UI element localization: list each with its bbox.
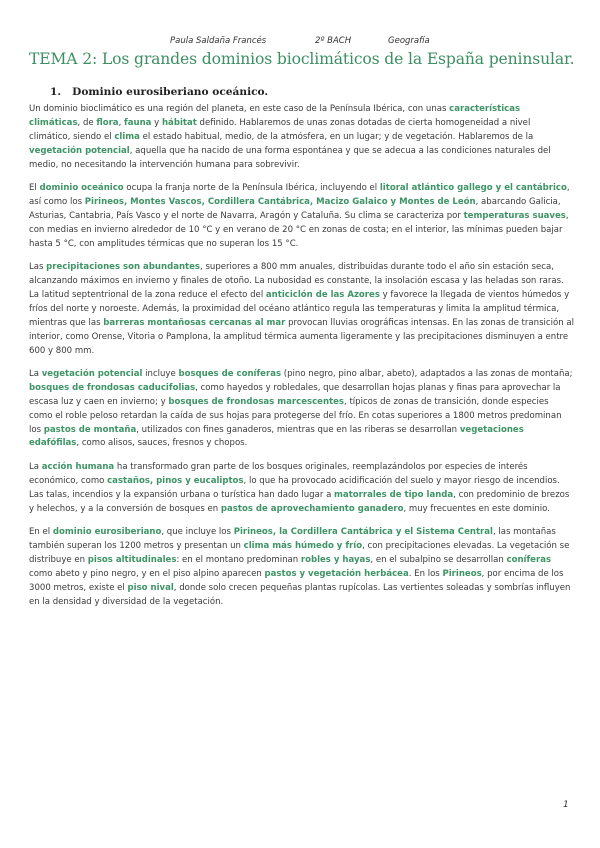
highlighted-term: piso nival bbox=[127, 582, 174, 593]
highlighted-term: características climáticas bbox=[29, 104, 521, 128]
body-paragraph bbox=[29, 103, 574, 173]
text-run: el estado habitual, medio, de la atmósfera, en un lugar; y de vegetación. Hablaremos de la bbox=[139, 131, 534, 142]
text-run: ocupa la franja norte de la Península Ibérica, incluyendo el bbox=[123, 183, 380, 194]
section-title: Dominio eurosiberiano oceánico. bbox=[72, 86, 269, 98]
page-number: 1 bbox=[563, 800, 569, 810]
highlighted-term: pastos y vegetación herbácea bbox=[264, 568, 409, 579]
text-run: , así como los bbox=[29, 183, 570, 207]
text-run: y favorece la llegada de vientos húmedos y fríos del norte y noroeste. Además, la proximidad del océano atlántico regula las temperaturas y limita la amplitud térmica, mientras que las bbox=[29, 289, 570, 328]
highlighted-term: hábitat bbox=[161, 117, 197, 128]
page-header bbox=[0, 36, 600, 50]
text-run: , típicos de zonas de transición, donde especies como el roble peloso retardan la caída de sus hojas para protegerse del frío. En cotas superiores a 1800 metros predominan los bbox=[29, 396, 562, 435]
text-run: , muy frecuentes en este dominio. bbox=[403, 503, 550, 514]
text-run: , lo que ha provocado acidificación del suelo y mayor riesgo de incendios. Las talas, incendios y la expansión urbana o turística han dado lugar a bbox=[29, 475, 560, 500]
highlighted-term: coníferas bbox=[506, 554, 552, 565]
highlighted-term: pastos de aprovechamiento ganadero bbox=[220, 503, 404, 514]
highlighted-term: Pirineos, la Cordillera Cantábrica y el Sistema Central bbox=[233, 526, 493, 537]
text-run: , las montañas también superan los 1200 metros y presentan un bbox=[29, 526, 556, 551]
text-run: , donde solo crecen pequeñas plantas rupícolas. Las vertientes soleadas y sombrías influyen en la densidad y diversidad de la vegetación. bbox=[29, 582, 571, 607]
text-run: definido. Hablaremos de unas zonas dotadas de cierta homogeneidad a nivel climático, siendo el bbox=[29, 117, 531, 142]
text-run: como abeto y pino negro, y en el piso alpino aparecen bbox=[29, 568, 265, 579]
body-text bbox=[29, 103, 574, 619]
highlighted-term: bosques de coníferas bbox=[178, 368, 282, 379]
highlighted-term: vegetación potencial bbox=[29, 145, 130, 156]
body-paragraph bbox=[29, 261, 574, 358]
highlighted-term: clima más húmedo y frío bbox=[243, 540, 363, 551]
text-run: . En los bbox=[408, 568, 443, 579]
text-run: , que incluye los bbox=[161, 526, 234, 537]
body-paragraph bbox=[29, 526, 574, 609]
text-run: , como hayedos y robledales, que desarrollan hojas planas y finas para aprovechar la escasa luz y caen en invierno; y bbox=[29, 382, 561, 407]
text-run: : en el montano predominan bbox=[176, 554, 301, 565]
highlighted-term: Pirineos bbox=[442, 568, 482, 579]
text-run: El bbox=[29, 183, 40, 194]
highlighted-term: robles y hayas bbox=[300, 554, 371, 565]
highlighted-term: anticiclón de las Azores bbox=[265, 289, 380, 300]
text-run: (pino negro, pino albar, abeto), adaptados a las zonas de montaña; bbox=[281, 368, 573, 379]
text-run: , en el subalpino se desarrollan bbox=[370, 554, 507, 565]
highlighted-term: dominio oceánico bbox=[39, 183, 124, 194]
highlighted-term: vegetación potencial bbox=[41, 368, 143, 379]
highlighted-term: Pirineos, Montes Vascos, Cordillera Cantábrica, Macizo Galaico y Montes de León bbox=[84, 196, 476, 207]
header-course: 2º BACH bbox=[315, 36, 352, 46]
highlighted-term: matorrales de tipo landa bbox=[334, 489, 454, 500]
text-run: provocan lluvias orográficas intensas. En las zonas de transición al interior, como Orense, Vitoria o Pamplona, la amplitud térmica aumenta ligeramente y las precipitaciones disminuyen a entre 600 y 800 mm. bbox=[29, 317, 574, 356]
highlighted-term: pisos altitudinales bbox=[87, 554, 177, 565]
body-paragraph bbox=[29, 461, 574, 517]
highlighted-term: acción humana bbox=[41, 461, 115, 472]
highlighted-term: clima bbox=[114, 131, 140, 142]
text-run: La bbox=[29, 368, 42, 379]
section-number: 1. bbox=[50, 86, 62, 98]
body-paragraph bbox=[29, 368, 574, 451]
text-run: , con medias en invierno alrededor de 10 °C y en verano de 20 °C en zonas de costa; en el interior, las mínimas pueden bajar hasta 5 °C, con amplitudes térmicas que no superan los 15 °C. bbox=[29, 210, 569, 249]
highlighted-term: vegetaciones edafófilas bbox=[29, 424, 524, 449]
header-author: Paula Saldaña Francés bbox=[170, 36, 267, 46]
text-run: , aquella que ha nacido de una forma espontánea y que se adecua a las condiciones naturales del medio, no necesitando la intervención humana para sobrevivir. bbox=[29, 145, 551, 170]
highlighted-term: precipitaciones son abundantes bbox=[46, 262, 201, 273]
text-run: , por encima de los 3000 metros, existe el bbox=[29, 568, 564, 593]
text-run: incluye bbox=[142, 368, 179, 379]
text-run: La bbox=[29, 461, 42, 472]
section-heading bbox=[50, 86, 268, 98]
highlighted-term: fauna bbox=[124, 117, 152, 128]
text-run: ha transformado gran parte de los bosques originales, reemplazándolos por especies de interés económico, como bbox=[29, 461, 528, 486]
document-title: TEMA 2: Los grandes dominios bioclimáticos de la España peninsular. bbox=[29, 50, 575, 68]
text-run: , utilizados con fines ganaderos, mientras que en las riberas se desarrollan bbox=[136, 424, 460, 435]
text-run: , bbox=[118, 117, 125, 128]
highlighted-term: castaños, pinos y eucaliptos bbox=[107, 475, 244, 486]
highlighted-term: dominio eurosiberiano bbox=[52, 526, 162, 537]
text-run: , abarcando Galicia, Asturias, Cantabria, País Vasco y el norte de Navarra, Aragón y Cataluña. Su clima se caracteriza por bbox=[29, 196, 561, 221]
highlighted-term: pastos de montaña bbox=[43, 424, 137, 435]
text-run: , superiores a 800 mm anuales, distribuidas durante todo el año sin estación seca, alcanzando máximos en invierno y finales de otoño. La nubosidad es constante, la insolación escasa y las heladas son raras. La latitud septentrional de la zona reduce el efecto del bbox=[29, 262, 564, 300]
highlighted-term: barreras montañosas cercanas al mar bbox=[103, 317, 286, 328]
text-run: , de bbox=[77, 117, 97, 128]
text-run: Las bbox=[29, 262, 47, 273]
header-subject: Geografía bbox=[388, 36, 430, 46]
highlighted-term: flora bbox=[96, 117, 119, 128]
highlighted-term: bosques de frondosas caducifolias bbox=[29, 382, 196, 393]
text-run: En el bbox=[29, 526, 53, 537]
highlighted-term: bosques de frondosas marcescentes bbox=[168, 396, 345, 407]
highlighted-term: temperaturas suaves bbox=[463, 210, 566, 221]
text-run: , con precipitaciones elevadas. La vegetación se distribuye en bbox=[29, 540, 570, 565]
text-run: Un dominio bioclimático es una región del planeta, en este caso de la Península Ibérica, con unas bbox=[29, 104, 450, 114]
text-run: , con predominio de brezos y helechos, y a la conversión de bosques en bbox=[29, 489, 570, 514]
text-run: , como alisos, sauces, fresnos y chopos. bbox=[76, 438, 248, 449]
highlighted-term: litoral atlántico gallego y el cantábrico bbox=[379, 183, 567, 194]
body-paragraph bbox=[29, 182, 574, 252]
text-run: y bbox=[151, 117, 162, 128]
